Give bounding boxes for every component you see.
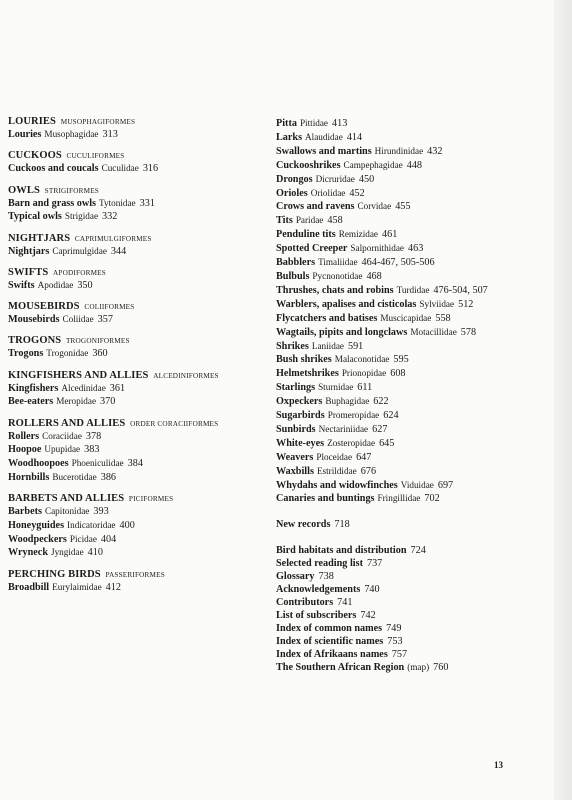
entry-name: Swifts <box>8 279 35 291</box>
toc-entry <box>276 661 546 675</box>
order-subtitle: APODIFORMES <box>53 268 106 277</box>
page-number: 13 <box>494 760 503 770</box>
entry-family: Promeropidae <box>327 410 380 421</box>
order-title: SWIFTS <box>8 266 49 278</box>
order-subtitle: PICIFORMES <box>128 495 174 504</box>
entry-name: Wryneck <box>8 547 48 559</box>
entry-page: 464-467, 505-506 <box>361 257 435 269</box>
entry-family: Phoeniculidae <box>71 458 124 469</box>
entry-family: Paridae <box>295 215 324 226</box>
entry-page: 458 <box>327 215 343 227</box>
entry-page: 611 <box>357 382 373 394</box>
toc-entry <box>276 623 546 636</box>
entry-name: Nightjars <box>8 245 50 257</box>
entry-page: 316 <box>142 163 159 175</box>
entry-family: Laniidae <box>311 340 344 351</box>
entry-family: Turdidae <box>396 284 430 295</box>
entry-name: Cuckooshrikes <box>276 159 341 171</box>
toc-entry <box>8 382 268 396</box>
entry-name: Bush shrikes <box>276 354 332 366</box>
toc-entry <box>276 145 546 159</box>
entry-page: 450 <box>358 173 375 185</box>
entry-family: Timaliidae <box>318 257 358 268</box>
order-group <box>8 185 268 224</box>
order-subtitle: ALCEDINIFORMES <box>153 371 219 380</box>
entry-page: 676 <box>360 465 377 477</box>
order-subtitle: COLIIFORMES <box>84 303 135 312</box>
entry-name: Larks <box>276 131 303 143</box>
toc-entry <box>276 519 546 532</box>
entry-family: Apodidae <box>37 279 74 290</box>
order-group <box>8 569 268 595</box>
entry-page: 476-504, 507 <box>433 284 488 296</box>
entry-name: Broadbill <box>8 581 50 593</box>
toc-entry <box>276 437 546 451</box>
entry-name: Hornbills <box>8 471 50 483</box>
entry-name: Woodpeckers <box>8 533 67 545</box>
entry-page: 742 <box>360 609 376 621</box>
entry-page: 313 <box>102 129 118 140</box>
order-subtitle: TROGONIFORMES <box>65 337 130 346</box>
toc-entry <box>8 395 268 409</box>
entry-family: Prionopidae <box>341 368 387 379</box>
order-heading <box>8 335 268 347</box>
toc-entry <box>8 162 268 176</box>
order-subtitle: ORDER CORACIIFORMES <box>130 419 219 428</box>
toc-entry <box>276 326 546 340</box>
entry-name: Crows and ravens <box>276 201 355 213</box>
entry-family: Capitonidae <box>44 506 90 517</box>
entry-page: 702 <box>424 493 440 505</box>
entry-page: 738 <box>318 571 334 583</box>
entry-page: 595 <box>393 354 409 366</box>
entry-family: Motacillidae <box>410 326 457 337</box>
entry-family: Tytonidae <box>99 197 136 208</box>
entry-name: Cuckoos and coucals <box>8 163 99 175</box>
entry-family: Viduidae <box>400 479 434 490</box>
entry-family: Coliidae <box>62 314 94 325</box>
entry-page: 432 <box>427 145 443 157</box>
entry-name: Wagtails, pipits and longclaws <box>276 326 408 338</box>
entry-name: Whydahs and widowfinches <box>276 479 398 491</box>
entry-name: Contributors <box>276 596 334 608</box>
toc-entry <box>276 312 546 326</box>
entry-name: Bee-eaters <box>8 396 54 408</box>
entry-name: Helmetshrikes <box>276 368 339 380</box>
order-group <box>8 335 268 361</box>
toc-entry <box>8 519 268 533</box>
entry-family: Musophagidae <box>44 129 99 139</box>
toc-entry <box>276 242 546 256</box>
entry-family: Eurylaimidae <box>52 581 102 592</box>
order-heading <box>8 233 268 245</box>
entry-page: 760 <box>433 662 449 674</box>
entry-name: Warblers, apalises and cisticolas <box>276 298 417 310</box>
toc-entry <box>276 610 546 623</box>
toc-entry <box>276 465 546 479</box>
entry-name: Spotted Creeper <box>276 243 348 255</box>
toc-entry <box>276 228 546 242</box>
entry-family: Caprimulgidae <box>52 245 107 256</box>
order-heading <box>8 569 268 581</box>
entry-family: Sylviidae <box>419 298 455 309</box>
entry-page: 608 <box>390 368 406 380</box>
entry-name: Index of common names <box>276 622 383 634</box>
entry-name: White-eyes <box>276 437 325 449</box>
order-title: MOUSEBIRDS <box>8 301 80 313</box>
toc-entry <box>8 457 268 471</box>
order-group <box>8 301 268 327</box>
entry-family: Pycnonotidae <box>312 270 363 281</box>
entry-family: Trogonidae <box>46 348 89 359</box>
toc-entry <box>276 284 546 298</box>
entry-name: Bird habitats and distribution <box>276 545 407 557</box>
entry-family: Nectariniidae <box>318 423 369 434</box>
entry-name: Starlings <box>276 382 316 394</box>
toc-entry <box>276 423 546 437</box>
toc-entry <box>8 505 268 519</box>
entry-family: Coraciidae <box>42 430 82 441</box>
entry-page: 749 <box>386 622 402 634</box>
section-gap <box>276 506 546 519</box>
entry-page: 393 <box>93 506 109 518</box>
toc-entry <box>8 128 268 142</box>
order-title: BARBETS AND ALLIES <box>8 493 125 505</box>
entry-page: 622 <box>373 396 389 408</box>
entry-family: Alcedinidae <box>61 382 106 393</box>
entry-page: 412 <box>105 581 121 593</box>
entry-name: Oxpeckers <box>276 396 323 408</box>
entry-page: 400 <box>119 519 135 531</box>
entry-page: 724 <box>410 545 426 557</box>
entry-name: Woodhoopoes <box>8 458 69 470</box>
entry-page: 740 <box>364 584 380 595</box>
entry-name: Drongos <box>276 173 313 185</box>
order-group <box>8 418 268 485</box>
contents-right-column <box>276 117 546 675</box>
toc-entry <box>8 210 268 224</box>
order-subtitle: PASSERIFORMES <box>105 570 165 579</box>
toc-entry <box>276 409 546 423</box>
order-title: NIGHTJARS <box>8 232 71 244</box>
entry-family: Cuculidae <box>101 163 139 174</box>
entry-page: 558 <box>435 312 451 324</box>
toc-entry <box>276 159 546 173</box>
entry-page: 350 <box>77 279 93 291</box>
order-group <box>8 116 268 142</box>
entry-name: Canaries and buntings <box>276 493 375 505</box>
order-heading <box>8 370 268 382</box>
order-subtitle: STRIGIFORMES <box>44 186 99 195</box>
order-heading <box>8 418 268 430</box>
entry-family: Buphagidae <box>325 396 370 407</box>
toc-entry <box>276 256 546 270</box>
entry-name: Rollers <box>8 430 40 442</box>
toc-entry <box>276 649 546 662</box>
entry-family: Bucerotidae <box>52 471 97 482</box>
entry-name: Bulbuls <box>276 270 310 282</box>
entry-page: 463 <box>408 243 424 255</box>
entry-page: 591 <box>347 340 364 352</box>
order-group <box>8 233 268 259</box>
entry-family: Pittidae <box>299 118 329 128</box>
entry-name: Tits <box>276 215 293 227</box>
toc-entry <box>276 584 546 597</box>
order-heading <box>8 185 268 197</box>
entry-page: 357 <box>97 314 113 326</box>
entry-family: Fringillidae <box>377 493 421 504</box>
entry-family: (map) <box>407 662 430 673</box>
section-gap <box>276 532 546 545</box>
toc-entry <box>8 430 268 444</box>
entry-name: Index of scientific names <box>276 635 384 647</box>
entry-page: 452 <box>349 187 365 199</box>
order-title: OWLS <box>8 184 40 196</box>
order-subtitle: CUCULIFORMES <box>66 152 125 161</box>
toc-entry <box>276 381 546 395</box>
toc-entry <box>8 533 268 547</box>
entry-family: Jyngidae <box>51 547 84 558</box>
entry-name: Hoopoe <box>8 444 42 456</box>
entry-name: Acknowledgements <box>276 584 361 595</box>
order-heading <box>8 267 268 279</box>
toc-entry <box>276 270 546 284</box>
toc-entry <box>276 214 546 228</box>
entry-name: Sunbirds <box>276 423 316 435</box>
entry-family: Campephagidae <box>343 159 403 170</box>
order-group <box>8 493 268 560</box>
entry-page: 461 <box>382 229 398 241</box>
entry-name: List of subscribers <box>276 609 357 621</box>
toc-entry <box>8 347 268 361</box>
toc-entry <box>8 245 268 259</box>
entry-name: Pitta <box>276 118 297 129</box>
entry-page: 578 <box>460 326 477 338</box>
order-group <box>8 150 268 176</box>
entry-page: 360 <box>92 348 108 360</box>
entry-page: 383 <box>84 444 100 456</box>
entry-page: 624 <box>383 410 399 422</box>
entry-page: 645 <box>379 437 395 449</box>
entry-name: Honeyguides <box>8 519 65 531</box>
entry-family: Picidae <box>69 533 97 544</box>
entry-page: 455 <box>395 201 411 213</box>
toc-entry <box>276 479 546 493</box>
entry-page: 627 <box>372 423 388 435</box>
entry-page: 512 <box>458 298 474 310</box>
entry-family: Salpornithidae <box>350 243 404 254</box>
entry-family: Ploceidae <box>316 451 353 462</box>
entry-family: Sturnidae <box>318 382 354 393</box>
entry-name: Waxbills <box>276 465 314 477</box>
entry-name: Thrushes, chats and robins <box>276 284 394 296</box>
entry-family: Indicatoridae <box>67 519 116 530</box>
entry-name: The Southern African Region <box>276 662 405 674</box>
entry-family: Estrildidae <box>316 465 357 476</box>
entry-name: Typical owls <box>8 211 62 223</box>
toc-entry <box>8 546 268 560</box>
order-heading <box>8 150 268 162</box>
entry-name: Sugarbirds <box>276 410 325 422</box>
order-heading <box>8 116 268 128</box>
entry-name: Swallows and martins <box>276 145 372 157</box>
order-group <box>8 267 268 293</box>
entry-page: 370 <box>100 396 116 408</box>
entry-name: Trogons <box>8 348 44 360</box>
order-title: KINGFISHERS AND ALLIES <box>8 369 149 381</box>
toc-entry <box>8 197 268 211</box>
entry-family: Remizidae <box>338 229 379 240</box>
page-gutter-shadow <box>554 0 572 800</box>
entry-page: 410 <box>87 547 103 559</box>
entry-page: 386 <box>100 471 116 483</box>
toc-entry <box>276 597 546 610</box>
entry-page: 448 <box>406 159 423 171</box>
entry-page: 697 <box>437 479 454 491</box>
entry-page: 413 <box>332 118 348 129</box>
toc-entry <box>276 131 546 145</box>
order-title: CUCKOOS <box>8 150 62 162</box>
toc-entry <box>276 117 546 131</box>
entry-page: 741 <box>337 596 353 608</box>
toc-entry <box>8 471 268 485</box>
toc-entry <box>276 173 546 187</box>
entry-page: 344 <box>110 245 127 257</box>
toc-entry <box>276 451 546 465</box>
order-title: ROLLERS AND ALLIES <box>8 417 126 429</box>
entry-page: 753 <box>387 635 403 647</box>
order-heading <box>8 301 268 313</box>
entry-page: 468 <box>366 270 382 282</box>
entry-page: 414 <box>346 131 363 143</box>
toc-entry <box>276 340 546 354</box>
entry-page: 404 <box>100 533 117 545</box>
toc-entry <box>8 581 268 595</box>
entry-family: Zosteropidae <box>327 437 376 448</box>
entry-name: Orioles <box>276 187 308 199</box>
entry-family: Alaudidae <box>305 131 343 142</box>
toc-entry <box>276 636 546 649</box>
entry-page: 331 <box>139 197 155 209</box>
entry-name: Barn and grass owls <box>8 197 97 209</box>
entry-page: 737 <box>366 558 383 570</box>
order-subtitle: CAPRIMULGIFORMES <box>74 234 152 243</box>
entry-name: Babblers <box>276 257 316 269</box>
order-title: TROGONS <box>8 335 62 347</box>
entry-name: Shrikes <box>276 340 309 352</box>
toc-entry <box>276 545 546 558</box>
entry-name: Weavers <box>276 451 314 463</box>
entry-family: Upupidae <box>44 444 81 455</box>
order-group <box>8 370 268 409</box>
toc-entry <box>276 571 546 584</box>
toc-entry <box>276 367 546 381</box>
entry-family: Strigidae <box>64 211 99 222</box>
order-subtitle: MUSOPHAGIFORMES <box>60 118 136 126</box>
toc-entry <box>8 313 268 327</box>
entry-page: 378 <box>85 430 102 442</box>
entry-family: Muscicapidae <box>380 312 432 323</box>
toc-entry <box>276 558 546 571</box>
toc-entry <box>276 200 546 214</box>
entry-page: 718 <box>334 519 350 531</box>
order-title: PERCHING BIRDS <box>8 568 101 580</box>
toc-entry <box>8 279 268 293</box>
entry-family: Corvidae <box>357 201 392 212</box>
entry-name: Penduline tits <box>276 229 336 241</box>
entry-family: Hirundinidae <box>374 145 424 156</box>
entry-name: New records <box>276 519 331 531</box>
entry-name: Selected reading list <box>276 558 363 570</box>
entry-page: 647 <box>356 451 372 463</box>
toc-entry <box>8 443 268 457</box>
entry-page: 757 <box>391 648 408 660</box>
toc-entry <box>276 492 546 506</box>
entry-name: Louries <box>8 129 42 140</box>
toc-entry <box>276 298 546 312</box>
order-heading <box>8 493 268 505</box>
entry-name: Flycatchers and batises <box>276 312 378 324</box>
entry-page: 332 <box>102 211 118 223</box>
entry-name: Mousebirds <box>8 314 60 326</box>
order-title: LOURIES <box>8 116 56 127</box>
entry-name: Index of Afrikaans names <box>276 648 388 660</box>
entry-name: Kingfishers <box>8 382 59 394</box>
entry-name: Barbets <box>8 506 42 518</box>
entry-family: Dicruridae <box>315 173 355 184</box>
entry-name: Glossary <box>276 571 315 583</box>
entry-page: 384 <box>127 458 143 470</box>
entry-family: Meropidae <box>56 396 97 407</box>
entry-family: Malaconotidae <box>334 354 390 365</box>
entry-page: 361 <box>109 382 126 394</box>
toc-entry <box>276 187 546 201</box>
toc-entry <box>276 353 546 367</box>
toc-entry <box>276 395 546 409</box>
entry-family: Oriolidae <box>310 187 346 198</box>
contents-left-column <box>8 116 268 603</box>
